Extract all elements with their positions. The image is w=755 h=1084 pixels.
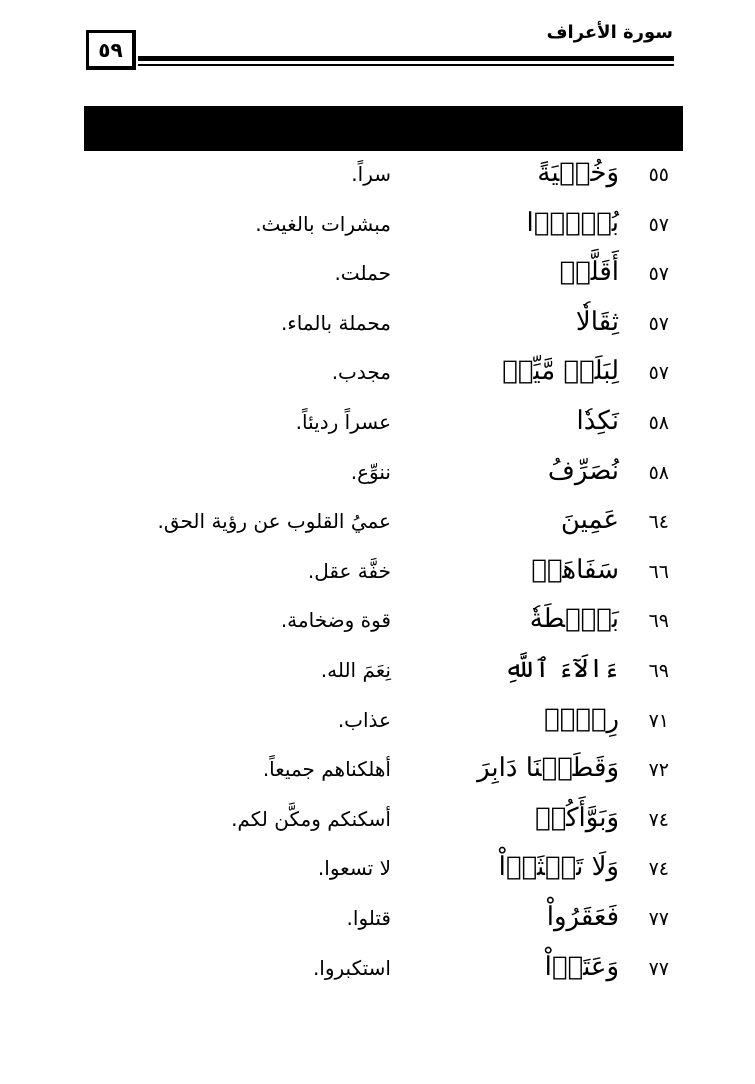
ayah-number: ٧٤ bbox=[648, 808, 669, 831]
word-meaning: عسراً رديئاً. bbox=[295, 409, 391, 434]
word-meaning: قوة وضخامة. bbox=[280, 608, 391, 633]
ayah-number: ٥٧ bbox=[648, 263, 669, 286]
glossary-row bbox=[0, 204, 755, 254]
word-meaning: أهلكناهم جميعاً. bbox=[262, 757, 391, 782]
glossary-row bbox=[0, 600, 755, 650]
glossary-row bbox=[0, 303, 755, 353]
word-meaning: لا تسعوا. bbox=[317, 856, 391, 881]
ayah-number: ٥٧ bbox=[648, 312, 669, 335]
quran-word: لِبَلَدٖ مَّيِّتٖ bbox=[502, 356, 619, 387]
quran-word: فَعَقَرُواْ bbox=[546, 901, 619, 932]
quran-word: وَقَطَعۡنَا دَابِرَ bbox=[477, 753, 619, 784]
surah-title: سورة الأعراف bbox=[546, 22, 673, 43]
word-meaning: أسكنكم ومكَّن لكم. bbox=[231, 806, 391, 831]
glossary-row bbox=[0, 402, 755, 452]
word-meaning: مبشرات بالغيث. bbox=[255, 211, 391, 236]
ayah-number: ٥٥ bbox=[648, 164, 669, 186]
glossary-row bbox=[0, 551, 755, 601]
quran-word: ثِقَالٗا bbox=[575, 306, 619, 337]
header-rule-thick bbox=[138, 56, 674, 61]
word-meaning: عميُ القلوب عن رؤية الحق. bbox=[157, 509, 391, 534]
quran-word: نَكِدٗا bbox=[576, 405, 619, 436]
header-rule-thin bbox=[138, 64, 674, 66]
quran-word: أَقَلَّتۡ bbox=[559, 257, 619, 288]
word-meaning: استكبروا. bbox=[312, 955, 391, 980]
word-meaning: حملت. bbox=[334, 261, 391, 286]
word-meaning: مجدب. bbox=[331, 360, 391, 385]
ayah-number: ٦٦ bbox=[648, 560, 669, 583]
ayah-number: ٥٨ bbox=[648, 461, 669, 484]
glossary-row bbox=[0, 650, 755, 700]
glossary-row bbox=[0, 700, 755, 750]
quran-word: نُصَرِّفُ bbox=[547, 455, 619, 486]
quran-word: بَصۜۡطَةٗ bbox=[529, 604, 619, 635]
ayah-number: ٥٧ bbox=[648, 362, 669, 385]
quran-word: رِجۡسٞ bbox=[544, 703, 619, 734]
ayah-number: ٦٩ bbox=[648, 610, 669, 633]
glossary-row bbox=[0, 352, 755, 402]
section-band bbox=[84, 106, 683, 151]
ayah-number: ٦٤ bbox=[648, 511, 669, 534]
quran-word: عَمِينَ bbox=[560, 505, 619, 536]
glossary-row bbox=[0, 848, 755, 898]
ayah-number: ٧٧ bbox=[648, 907, 669, 930]
glossary-row bbox=[0, 749, 755, 799]
glossary-row bbox=[0, 898, 755, 948]
ayah-number: ٦٩ bbox=[648, 659, 669, 682]
quran-word: وَخُفۡيَةً bbox=[537, 158, 619, 188]
quran-word: بُشۡرَۢا bbox=[526, 207, 619, 238]
quran-word: سَفَاهَةٖ bbox=[531, 554, 619, 585]
word-meaning: نِعَمَ الله. bbox=[320, 657, 391, 682]
word-meaning: ننوِّع. bbox=[350, 459, 391, 484]
glossary-list bbox=[0, 154, 755, 997]
page-number-box bbox=[86, 30, 136, 70]
ayah-number: ٥٧ bbox=[648, 213, 669, 236]
glossary-row bbox=[0, 799, 755, 849]
glossary-row bbox=[0, 154, 755, 204]
page-header bbox=[0, 0, 755, 90]
word-meaning: قتلوا. bbox=[346, 905, 391, 930]
quran-word: ءَالَآءَ ٱللَّهِ bbox=[504, 653, 619, 684]
quran-word: وَلَا تَعۡثَوۡاْ bbox=[498, 852, 619, 883]
page-number: ٥٩ bbox=[98, 37, 123, 62]
glossary-row bbox=[0, 501, 755, 551]
ayah-number: ٧٧ bbox=[648, 957, 669, 980]
quran-word: وَعَتَوۡاْ bbox=[544, 951, 619, 982]
word-meaning: خفَّة عقل. bbox=[307, 558, 391, 583]
glossary-row bbox=[0, 452, 755, 502]
word-meaning: سراً. bbox=[351, 162, 391, 186]
ayah-number: ٥٨ bbox=[648, 411, 669, 434]
ayah-number: ٧٤ bbox=[648, 858, 669, 881]
ayah-number: ٧٢ bbox=[648, 759, 669, 782]
glossary-row bbox=[0, 253, 755, 303]
word-meaning: عذاب. bbox=[337, 707, 391, 732]
ayah-number: ٧١ bbox=[648, 709, 669, 732]
word-meaning: محملة بالماء. bbox=[280, 310, 391, 335]
glossary-row bbox=[0, 948, 755, 998]
quran-word: وَبَوَّأَكُمۡ bbox=[534, 802, 619, 833]
